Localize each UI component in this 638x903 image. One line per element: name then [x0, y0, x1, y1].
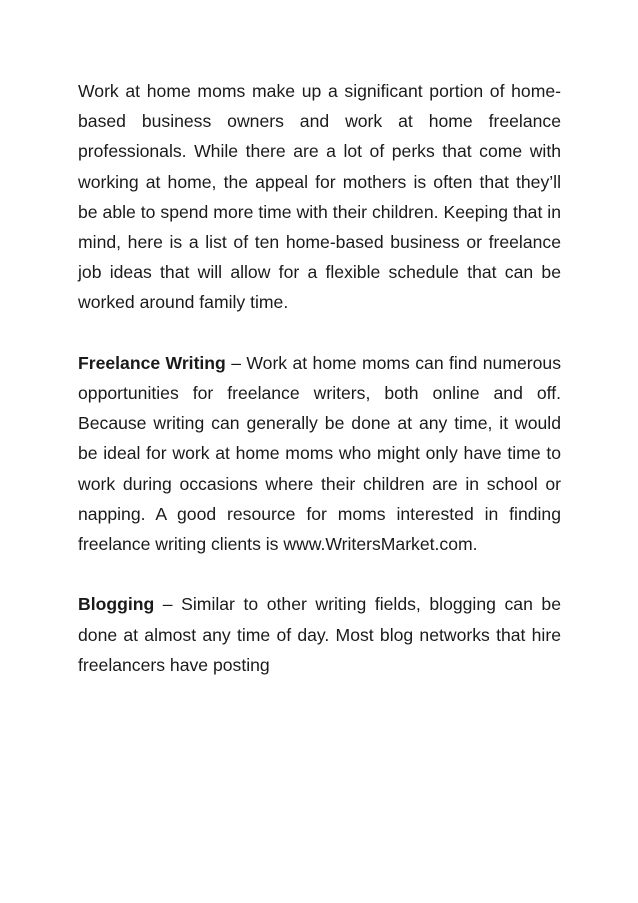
section-freelance-writing: [78, 348, 561, 559]
intro-paragraph: Work at home moms make up a significant portion of home-based business owners and work at home freelance professionals. While there are a lot of perks that come with working at home, the appeal for mothers is often that they’ll be able to spend more time with their children. Keeping that in mind, here is a list of ten home-based business or freelance job ideas that will allow for a flexible schedule that can be worked around family time.: [78, 81, 561, 313]
section-body: – Work at home moms can find numerous opportunities for freelance writers, both online and off. Because writing can generally be done at any time, it would be ideal for work at home moms who might only have time to work during occasions where their children are in school or napping. A good resource for moms interested in finding freelance writing clients is www.WritersMarket.com.: [78, 352, 561, 555]
section-blogging: [78, 589, 561, 680]
section-body: – Similar to other writing fields, blogging can be done at almost any time of day. Most blog networks that hire freelancers have posting: [78, 594, 561, 675]
section-heading: Freelance Writing: [78, 352, 226, 373]
document-body: [78, 76, 561, 710]
section-heading: Blogging: [78, 594, 155, 615]
